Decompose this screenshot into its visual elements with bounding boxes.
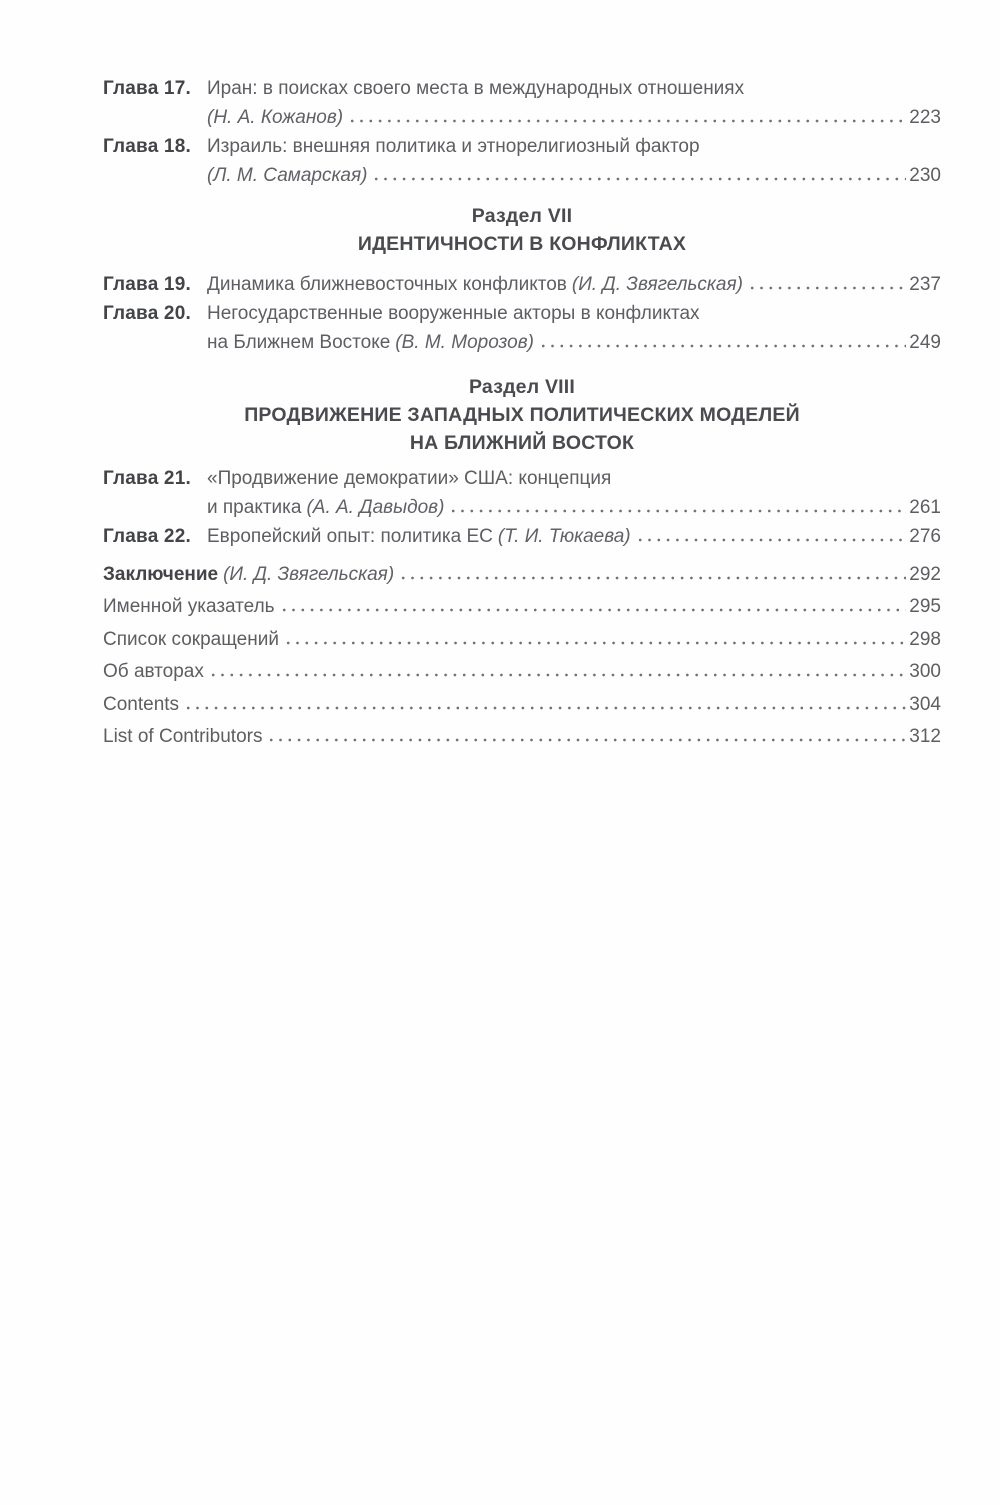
page-number: 230 xyxy=(909,165,941,186)
chapter-author: (В. М. Морозов) xyxy=(395,332,534,353)
dot-leader xyxy=(282,608,907,612)
chapter-title-continuation: на Ближнем Востоке xyxy=(207,332,391,353)
section-number: Раздел VII xyxy=(471,205,573,227)
chapter-title-continuation-line xyxy=(207,328,941,357)
chapter-title: Динамика ближневосточных конфликтов xyxy=(207,274,567,295)
section-title: ИДЕНТИЧНОСТИ В КОНФЛИКТАХ xyxy=(357,233,687,255)
toc-entry-chapter-18 xyxy=(103,132,941,190)
chapter-title-line xyxy=(207,132,941,161)
page-number: 276 xyxy=(909,526,941,547)
chapter-title-line xyxy=(207,270,941,299)
section-title-continuation: НА БЛИЖНИЙ ВОСТОК xyxy=(409,432,635,454)
dot-leader xyxy=(638,538,907,542)
section-title: ПРОДВИЖЕНИЕ ЗАПАДНЫХ ПОЛИТИЧЕСКИХ МОДЕЛЕЙ xyxy=(244,404,800,426)
page-number: 312 xyxy=(909,725,941,747)
backmatter-title: List of Contributors xyxy=(103,725,263,747)
chapter-title-line xyxy=(207,464,941,493)
dot-leader xyxy=(269,738,906,742)
toc-backmatter-entry-about-authors xyxy=(103,657,941,686)
chapter-title: «Продвижение демократии» США: концепция xyxy=(207,468,612,489)
chapter-title: Израиль: внешняя политика и этнорелигиозный фактор xyxy=(207,136,700,157)
toc-backmatter xyxy=(103,560,941,751)
chapter-author-line xyxy=(207,103,941,132)
chapter-title: Европейский опыт: политика ЕС xyxy=(207,526,493,547)
chapter-number: Глава 18. xyxy=(103,136,191,157)
chapter-author: (Н. А. Кожанов) xyxy=(207,107,344,128)
dot-leader xyxy=(211,673,906,677)
dot-leader xyxy=(374,177,906,181)
page-number: 261 xyxy=(909,497,941,518)
dot-leader xyxy=(750,286,906,290)
page-number: 223 xyxy=(909,107,941,128)
toc-entry-chapter-20 xyxy=(103,299,941,357)
chapter-author: (Л. М. Самарская) xyxy=(207,165,368,186)
chapter-author: (Т. И. Тюкаева) xyxy=(497,526,631,547)
toc-entry-chapter-17 xyxy=(103,74,941,132)
dot-leader xyxy=(401,576,906,580)
chapter-number: Глава 19. xyxy=(103,274,191,295)
toc-content xyxy=(103,74,941,751)
backmatter-title: Список сокращений xyxy=(103,628,279,650)
page-number: 237 xyxy=(909,274,941,295)
backmatter-title: Об авторах xyxy=(103,661,204,683)
chapter-number: Глава 17. xyxy=(103,78,191,99)
backmatter-title: Заключение xyxy=(103,564,219,585)
page-number: 295 xyxy=(909,596,941,618)
page-number: 304 xyxy=(909,693,941,715)
chapter-title: Иран: в поисках своего места в международных отношениях xyxy=(207,78,745,99)
page-number: 300 xyxy=(909,661,941,683)
page-number: 298 xyxy=(909,628,941,650)
toc-backmatter-entry-contents xyxy=(103,690,941,719)
dot-leader xyxy=(541,344,906,348)
section-number: Раздел VIII xyxy=(468,376,575,398)
chapter-title-continuation: и практика xyxy=(207,497,302,518)
backmatter-author: (И. Д. Звягельская) xyxy=(223,564,395,585)
chapter-title-line xyxy=(207,522,941,551)
chapter-number: Глава 21. xyxy=(103,468,191,489)
page-number: 292 xyxy=(909,564,941,585)
chapter-title-line xyxy=(207,299,941,328)
toc-backmatter-entry-conclusion xyxy=(103,560,941,589)
dot-leader xyxy=(451,509,906,513)
toc-entry-chapter-22 xyxy=(103,522,941,551)
page-number: 249 xyxy=(909,332,941,353)
chapter-number: Глава 22. xyxy=(103,526,191,547)
chapter-number: Глава 20. xyxy=(103,303,191,324)
section-heading-vii xyxy=(103,202,941,258)
chapter-author: (И. Д. Звягельская) xyxy=(571,274,743,295)
toc-entry-chapter-21 xyxy=(103,464,941,522)
chapter-author-line xyxy=(207,161,941,190)
chapter-title-continuation-line xyxy=(207,493,941,522)
section-heading-viii xyxy=(103,373,941,457)
chapter-author: (А. А. Давыдов) xyxy=(306,497,445,518)
toc-backmatter-entry-contributors xyxy=(103,722,941,751)
chapter-title: Негосударственные вооруженные акторы в конфликтах xyxy=(207,303,700,324)
dot-leader xyxy=(350,119,906,123)
dot-leader xyxy=(186,706,906,710)
toc-backmatter-entry-abbreviations xyxy=(103,625,941,654)
backmatter-title: Contents xyxy=(103,693,180,715)
chapter-title-line xyxy=(207,74,941,103)
backmatter-title: Именной указатель xyxy=(103,596,275,618)
toc-backmatter-entry-name-index xyxy=(103,592,941,621)
dot-leader xyxy=(286,641,906,645)
toc-entry-chapter-19 xyxy=(103,270,941,299)
